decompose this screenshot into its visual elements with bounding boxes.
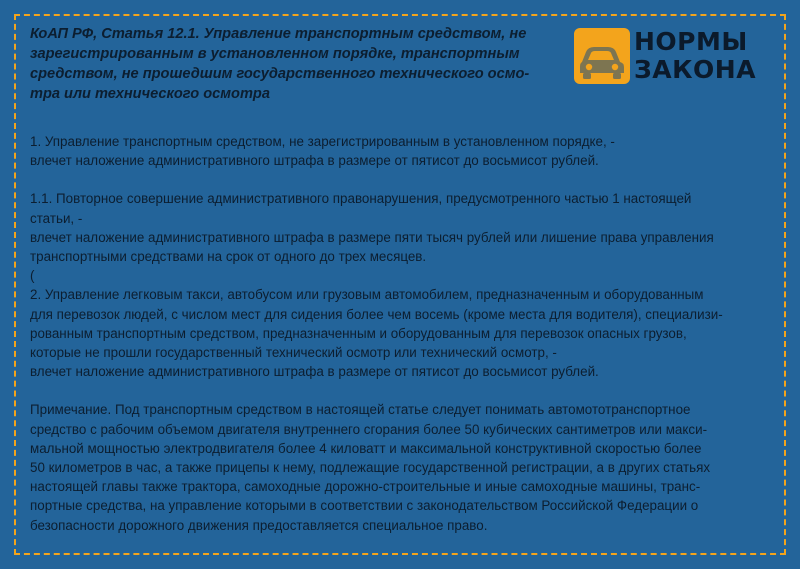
text-line: портные средства, на управление которыми в соответствии с законодательством Российской Федерации о (30, 498, 699, 514)
article-title (30, 24, 540, 104)
logo-wordmark (634, 28, 756, 84)
text-line: 50 километров в час, а также прицепы к нему, подлежащие государственной регистрации, а в других статьях (30, 460, 711, 476)
paragraph-part-1 (30, 132, 770, 170)
text-line: влечет наложение административного штрафа в размере от пятисот до восьмисот рублей. (30, 364, 599, 380)
paragraph-part-1-1-and-2 (30, 189, 770, 381)
text-line: 1. Управление транспортным средством, не зарегистрированным в установленном порядке, - (30, 134, 615, 149)
text-line: транспортными средствами на срок от одного до трех месяцев. (30, 249, 427, 265)
text-line: ( (30, 268, 35, 284)
text-line: средство с рабочим объемом двигателя внутреннего сгорания более 50 кубических сантиметров или макси- (30, 421, 708, 437)
text-line: 1.1. Повторное совершение административного правонарушения, предусмотренного частью 1 настоящей (30, 191, 692, 207)
title-line: средством, не прошедшим государственного технического осмо- (30, 66, 530, 82)
car-icon (574, 28, 630, 84)
text-line: мальной мощностью электродвигателя более 4 киловатт и максимальной конструктивной скоростью более (30, 440, 702, 456)
title-line: КоАП РФ, Статья 12.1. Управление транспортным средством, не (30, 26, 527, 42)
text-line: влечет наложение административного штрафа в размере пяти тысяч рублей или лишение права управления (30, 229, 714, 245)
text-line: безопасности дорожного движения предоставляется специальное право. (30, 517, 488, 533)
text-line: 2. Управление легковым такси, автобусом или грузовым автомобилем, предназначенным и оборудованным (30, 287, 704, 303)
logo-badge (574, 28, 630, 84)
title-line: тра или технического осмотра (30, 86, 270, 102)
logo-line-2: ЗАКОНА (634, 55, 757, 84)
article-body (30, 132, 770, 535)
text-line: которые не прошли государственный технический осмотр или технический осмотр, - (30, 345, 557, 361)
normy-zakona-logo (574, 28, 764, 86)
logo-line-1: НОРМЫ (634, 27, 748, 56)
text-line: статьи, - (30, 210, 83, 226)
text-line: рованным транспортным средством, предназначенным и оборудованным для перевозок опасных грузов, (30, 325, 687, 341)
text-line: настоящей главы также трактора, самоходные дорожно-строительные и иные самоходные машины, транс- (30, 479, 701, 495)
paragraph-note (30, 400, 770, 534)
text-line: влечет наложение административного штрафа в размере от пятисот до восьмисот рублей. (30, 153, 599, 169)
title-line: зарегистрированным в установленном порядке, транспортным (30, 46, 520, 62)
text-line: для перевозок людей, с числом мест для сидения более чем восемь (кроме места для водителя), специализи- (30, 306, 723, 322)
text-line: Примечание. Под транспортным средством в настоящей статье следует понимать автомототранспортное (30, 402, 691, 418)
